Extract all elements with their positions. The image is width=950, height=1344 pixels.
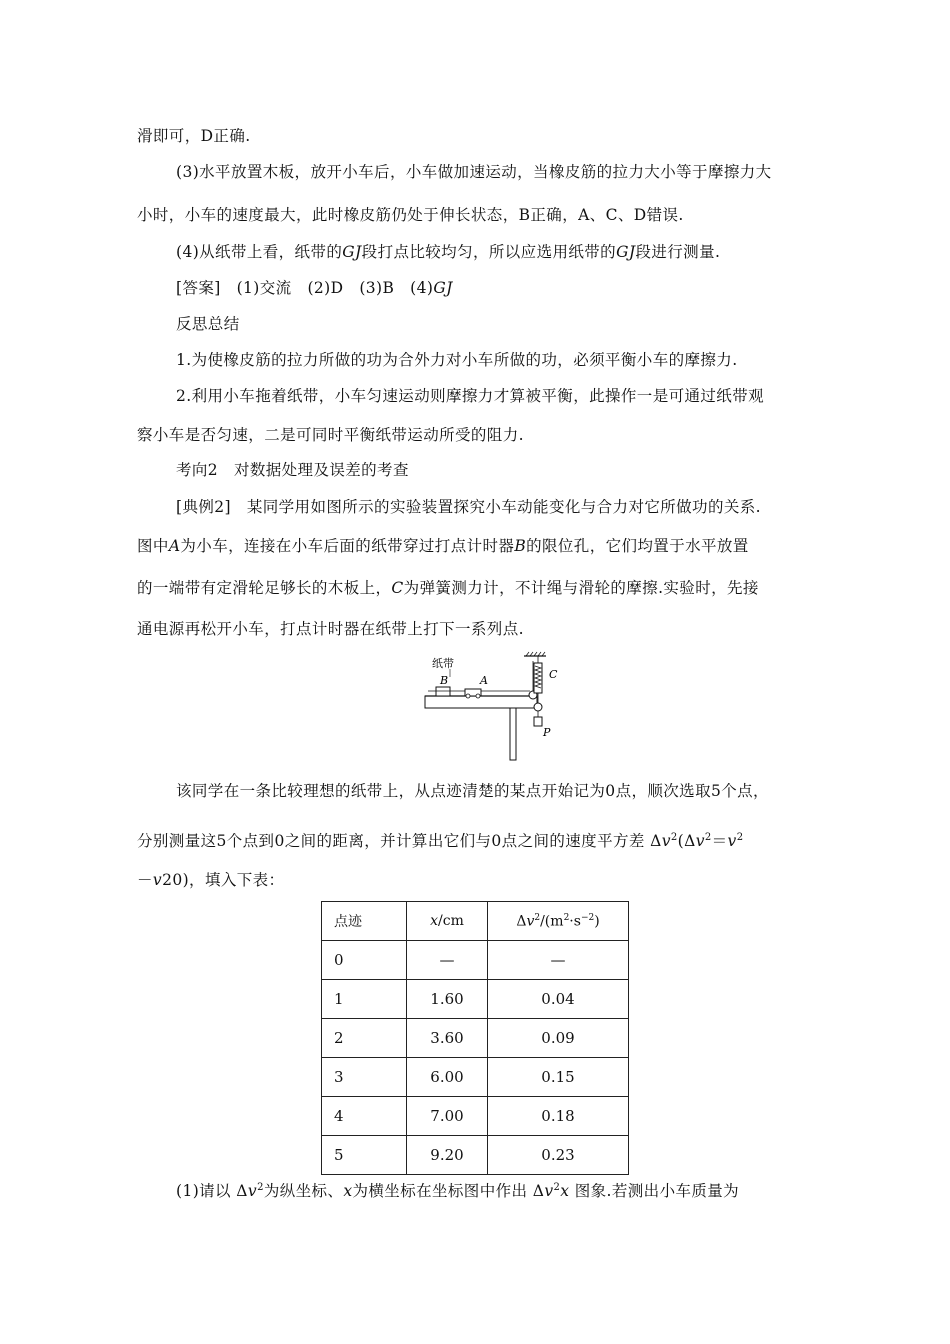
cell-dv2: 0.23 [488,1136,629,1175]
cell-x: 7.00 [407,1097,488,1136]
table-leg [510,708,516,760]
text-line-12: 图中A为小车，连接在小车后面的纸带穿过打点计时器B的限位孔，它们均置于水平放置 [137,537,749,555]
cell-point: 5 [322,1136,407,1175]
cell-dv2: 0.15 [488,1058,629,1097]
text-line-16: 分别测量这5个点到0之间的距离，并计算出它们与0点之间的速度平方差 $\Delta v^2(\Delta v^2=v^2$ [137,832,744,851]
cell-x: 3.60 [407,1019,488,1058]
text-line-13: 的一端带有定滑轮足够长的木板上，C为弹簧测力计，不计绳与滑轮的摩擦.实验时，先接 [137,579,759,597]
cell-dv2: — [488,941,629,980]
cell-dv2: 0.18 [488,1097,629,1136]
text-line-8: 2.利用小车拖着纸带，小车匀速运动则摩擦力才算被平衡，此操作一是可通过纸带观 [176,387,764,405]
text-line-3: 小时，小车的速度最大，此时橡皮筋仍处于伸长状态，B正确，A、C、D错误. [137,206,684,224]
table-header-row [322,902,629,941]
header-x: x/cm [407,902,488,941]
text-line-17: －v20)，填入下表： [137,871,285,889]
weight-p [534,717,542,726]
cell-point: 2 [322,1019,407,1058]
text-line-15: 该同学在一条比较理想的纸带上，从点迹清楚的某点开始记为0点，顺次选取5个点， [176,782,769,800]
table-row [322,1058,629,1097]
table-row [322,941,629,980]
section-heading-reflection: 反思总结 [176,315,240,333]
section-heading-topic2: 考向2 对数据处理及误差的考查 [176,461,409,479]
label-c: C [549,668,558,681]
example-2-intro: [典例2] 某同学用如图所示的实验装置探究小车动能变化与合力对它所做功的关系. [176,498,761,516]
cell-x: 9.20 [407,1136,488,1175]
apparatus-figure [420,651,570,761]
label-b: B [440,674,449,687]
header-point: 点迹 [322,902,407,941]
cell-x: 1.60 [407,980,488,1019]
cell-x: — [407,941,488,980]
cell-dv2: 0.04 [488,980,629,1019]
table-row [322,1136,629,1175]
table-row [322,980,629,1019]
text-line-4: (4)从纸带上看，纸带的GJ段打点比较均匀，所以应选用纸带的GJ段进行测量. [176,243,721,261]
cell-point: 3 [322,1058,407,1097]
wooden-board [425,696,537,708]
label-p: P [543,726,551,739]
cell-point: 4 [322,1097,407,1136]
text-line-7: 1.为使橡皮筋的拉力所做的功为合外力对小车所做的功，必须平衡小车的摩擦力. [176,351,738,369]
cell-point: 0 [322,941,407,980]
text-line-2: (3)水平放置木板，放开小车后，小车做加速运动，当橡皮筋的拉力大小等于摩擦力大 [176,163,772,181]
cell-x: 6.00 [407,1058,488,1097]
label-a: A [480,674,488,687]
answer-line: [答案] (1)交流 (2)D (3)B (4)GJ [176,279,453,297]
cell-point: 1 [322,980,407,1019]
table-row [322,1019,629,1058]
text-line-9: 察小车是否匀速，二是可同时平衡纸带运动所受的阻力. [137,426,524,444]
data-table [321,901,629,1175]
text-line-1: 滑即可，D正确. [137,127,251,145]
question-1: (1)请以 $\Delta v^2$为纵坐标、x为横坐标在坐标图中作出 $\Delta v^2x$ 图象.若测出小车质量为 [176,1182,740,1201]
table-row [322,1097,629,1136]
timer-b [436,687,450,696]
lower-pulley [534,703,542,711]
cell-dv2: 0.09 [488,1019,629,1058]
text-line-14: 通电源再松开小车，打点计时器在纸带上打下一系列点. [137,620,524,638]
header-dv2: $\Delta v^2/(m^2\cdot s^{-2})$ [488,902,629,941]
label-tape: 纸带 [432,657,454,670]
